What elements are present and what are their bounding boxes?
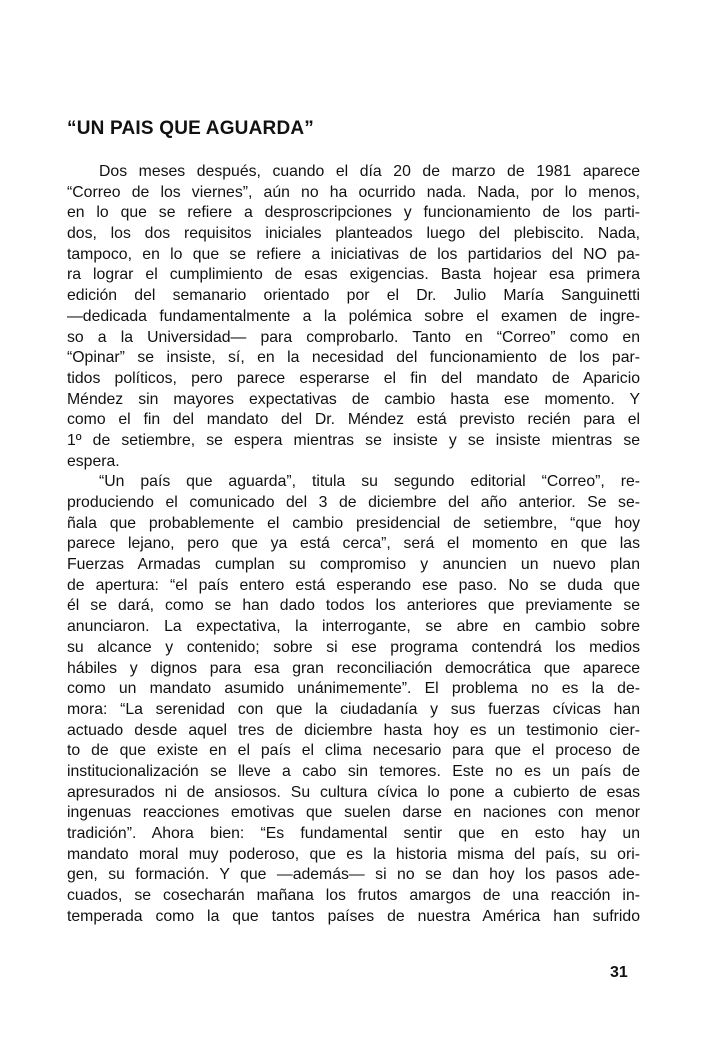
text-line: “Opinar” se insiste, sí, en la necesidad del funcionamiento de los par-	[67, 349, 640, 367]
text-line: dos, los dos requisitos iniciales planteados luego del plebiscito. Nada,	[67, 225, 640, 243]
text-line: “Un país que aguarda”, titula su segundo editorial “Correo”, re-	[99, 473, 640, 491]
page-number: 31	[610, 964, 628, 981]
text-line: temperada como la que tantos países de nuestra América han sufrido	[67, 907, 640, 925]
text-line: edición del semanario orientado por el Dr. Julio María Sanguinetti	[67, 287, 640, 305]
text-line: su alcance y contenido; sobre si ese programa contendrá los medios	[67, 638, 640, 656]
text-line: produciendo el comunicado del 3 de diciembre del año anterior. Se se-	[67, 494, 640, 511]
text-line: so a la Universidad— para comprobarlo. Tanto en “Correo” como en	[67, 328, 640, 346]
text-line: actuado desde aquel tres de diciembre hasta hoy es un testimonio cier-	[67, 721, 640, 739]
text-line: Dos meses después, cuando el día 20 de marzo de 1981 aparece	[99, 163, 640, 180]
text-line: como un mandato asumido unánimemente”. El problema no es la de-	[67, 680, 640, 698]
text-line: ñala que probablemente el cambio presidencial de setiembre, “que hoy	[67, 514, 640, 532]
text-line: espera.	[67, 452, 120, 470]
text-line: ra lograr el cumplimiento de esas exigencias. Basta hojear esa primera	[67, 266, 640, 284]
text-line: “Correo de los viernes”, aún no ha ocurrido nada. Nada, por lo menos,	[67, 183, 640, 201]
text-line: gen, su formación. Y que —además— si no se dan hoy los pasos ade-	[67, 866, 640, 884]
text-line: como el fin del mandato del Dr. Méndez está previsto recién para el	[67, 411, 640, 429]
text-line: tampoco, en lo que se refiere a iniciativas de los partidarios del NO pa-	[67, 245, 640, 263]
text-line: tidos políticos, pero parece esperarse el fin del mandato de Aparicio	[67, 369, 640, 387]
text-line: mandato moral muy poderoso, que es la historia misma del país, su ori-	[67, 845, 640, 863]
text-line: apresurados ni de ansiosos. Su cultura cívica lo pone a cubierto de esas	[67, 783, 640, 801]
text-line: mora: “La serenidad con que la ciudadanía y sus fuerzas cívicas han	[67, 700, 640, 718]
text-line: Méndez sin mayores expectativas de cambio hasta ese momento. Y	[67, 390, 640, 408]
text-line: anunciaron. La expectativa, la interrogante, se abre en cambio sobre	[67, 618, 640, 636]
text-line: ingenuas reacciones emotivas que suelen darse en naciones con menor	[67, 804, 640, 822]
body-text	[67, 162, 640, 927]
text-line: tradición”. Ahora bien: “Es fundamental sentir que en esto hay un	[67, 825, 640, 842]
text-line: institucionalización se lleve a cabo sin temores. Este no es un país de	[67, 762, 640, 780]
text-line: Fuerzas Armadas cumplan su compromiso y anuncien un nuevo plan	[67, 556, 640, 574]
text-line: parece lejano, pero que ya está cerca”, será el momento en que las	[67, 535, 640, 553]
text-line: él se dará, como se han dado todos los anteriores que previamente se	[67, 597, 640, 615]
text-line: en lo que se refiere a desproscripciones y funcionamiento de los parti-	[67, 204, 640, 222]
text-line: 1º de setiembre, se espera mientras se insiste y se insiste mientras se	[67, 431, 640, 449]
section-title: “UN PAIS QUE AGUARDA”	[67, 118, 314, 139]
text-line: cuados, se cosecharán mañana los frutos amargos de una reacción in-	[67, 887, 640, 905]
text-line: —dedicada fundamentalmente a la polémica sobre el examen de ingre-	[67, 307, 640, 325]
text-line: to de que existe en el país el clima necesario para que el proceso de	[67, 742, 640, 760]
text-line: hábiles y dignos para esa gran reconciliación democrática que aparece	[67, 659, 640, 677]
text-line: de apertura: “el país entero está esperando ese paso. No se duda que	[67, 576, 640, 594]
